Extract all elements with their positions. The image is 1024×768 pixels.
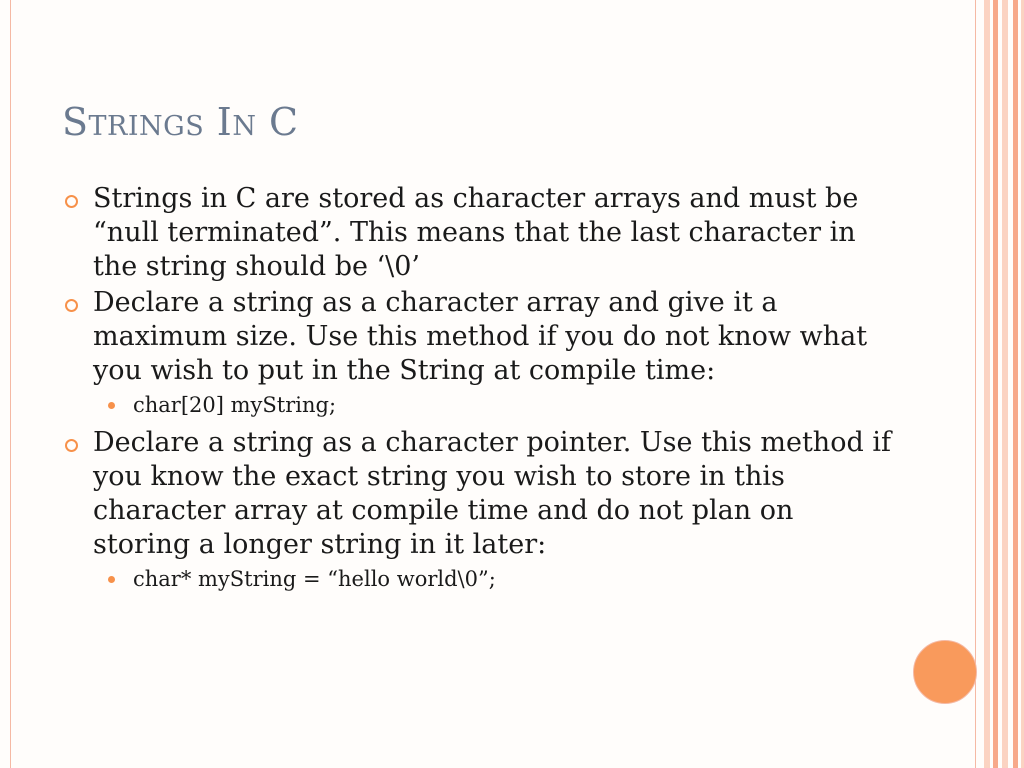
stripe bbox=[1013, 0, 1018, 768]
decorative-stripes bbox=[984, 0, 1024, 768]
code-example: char* myString = “hello world\0”; bbox=[133, 567, 496, 591]
bullet-text: Declare a string as a character pointer. Use this method if you know the exact string you wish to store in this character array at compile time and do not plan on storing a longer string in it later: bbox=[93, 427, 891, 560]
bullet-item bbox=[62, 426, 892, 562]
bullet-list bbox=[62, 182, 892, 600]
ring-bullet-icon bbox=[65, 299, 78, 312]
bullet-item bbox=[62, 182, 892, 284]
bullet-text: Strings in C are stored as character arrays and must be “null terminated”. This means that the last character in the string should be ‘\0’ bbox=[93, 183, 859, 282]
ring-bullet-icon bbox=[65, 195, 78, 208]
code-example: char[20] myString; bbox=[133, 393, 337, 417]
bullet-item bbox=[62, 286, 892, 388]
dot-bullet-icon bbox=[108, 402, 115, 409]
stripe bbox=[993, 0, 998, 768]
sub-bullet-item bbox=[62, 564, 892, 594]
stripe bbox=[1002, 0, 1008, 768]
sub-bullet-item bbox=[62, 390, 892, 420]
slide-title: Strings In C bbox=[62, 100, 299, 144]
dot-bullet-icon bbox=[108, 576, 115, 583]
bullet-text: Declare a string as a character array and give it a maximum size. Use this method if you do not know what you wish to put in the String at compile time: bbox=[93, 287, 868, 386]
decorative-circle bbox=[913, 640, 977, 704]
ring-bullet-icon bbox=[65, 439, 78, 452]
stripe bbox=[984, 0, 990, 768]
